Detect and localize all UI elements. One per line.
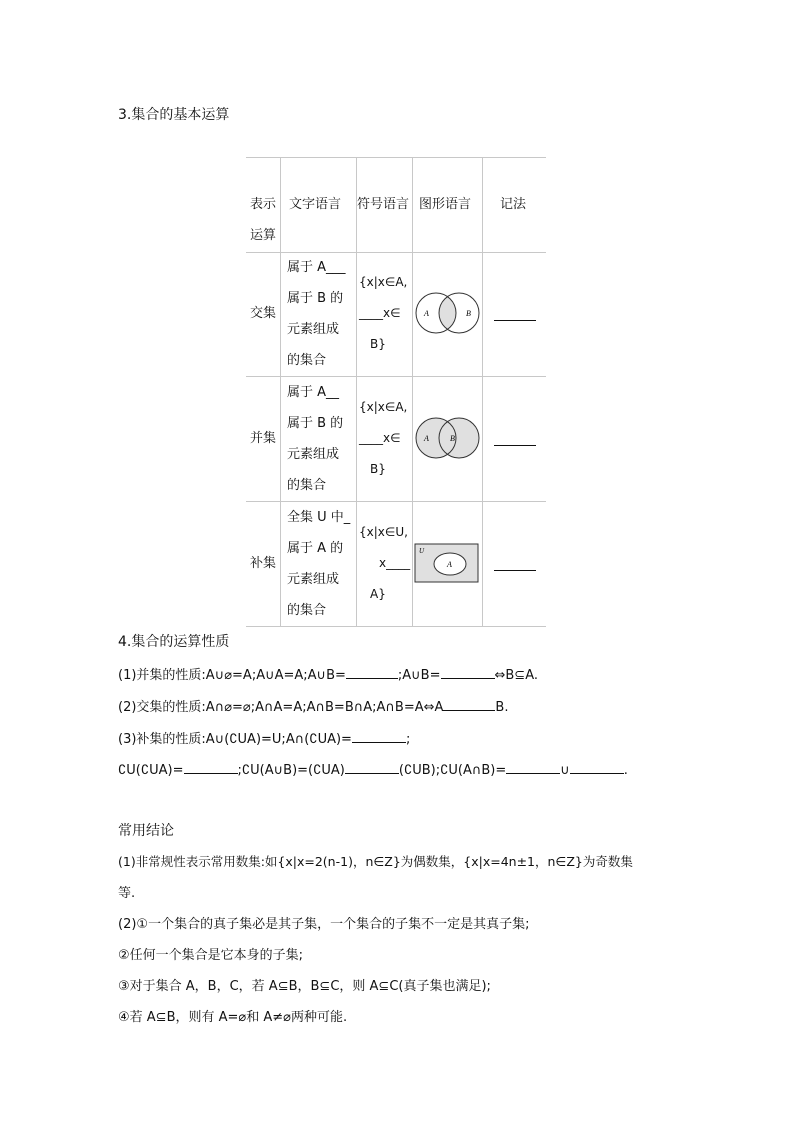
answer-blank: [346, 665, 398, 679]
answer-blank: [345, 760, 399, 774]
row-union-text: 属于 B 的: [287, 416, 344, 431]
text: ∪: [560, 763, 570, 778]
row-union-symbol: B}: [370, 462, 386, 476]
table-bottom-border: [246, 626, 546, 627]
text: (1)并集的性质:A∪⌀=A;A∪A=A;A∪B=: [118, 668, 346, 683]
conclusion-line: ④若 A⊆B，则有 A=⌀和 A≠⌀两种可能.: [118, 1010, 348, 1025]
header-text-language: 文字语言: [289, 197, 342, 212]
text: B.: [495, 700, 509, 715]
header-graphic-language: 图形语言: [419, 197, 472, 212]
text: (3)补集的性质:A∪(∁UA)=U;A∩(∁UA)=: [118, 732, 352, 747]
conclusion-line: 等.: [118, 886, 136, 901]
row-union-symbol: {x|x∈A,: [359, 400, 408, 414]
row-intersection-symbol: {x|x∈A,: [359, 275, 408, 289]
text: ;A∪B=: [397, 668, 441, 683]
header-op-line2: 运算: [250, 228, 277, 243]
row-intersection-text: 属于 B 的: [287, 291, 344, 306]
row-complement-text: 元素组成: [287, 572, 340, 587]
table-col-divider: [280, 157, 281, 627]
row-union-symbol: ____x∈: [359, 431, 401, 445]
answer-blank: [443, 697, 495, 711]
conclusion-line: (2)①一个集合的真子集必是其子集，一个集合的子集不一定是其真子集;: [118, 917, 530, 932]
text: (∁UB);∁U(A∩B)=: [398, 763, 507, 778]
answer-blank: [441, 665, 495, 679]
row-complement-symbol: {x|x∈U,: [359, 525, 408, 539]
row-complement-text: 的集合: [287, 603, 327, 618]
header-symbol-language: 符号语言: [357, 197, 410, 212]
conclusion-line: ②任何一个集合是它本身的子集;: [118, 948, 304, 963]
conclusion-line: (1)非常规性表示常用数集:如{x|x=2(n-1)，n∈Z}为偶数集，{x|x=4n±1，n∈Z}为奇数集: [118, 854, 633, 869]
text: ;∁U(A∪B)=(∁UA): [237, 763, 345, 778]
header-notation: 记法: [500, 197, 527, 212]
venn-label-b: B: [450, 434, 455, 443]
text: ;: [405, 732, 411, 747]
set-operations-table: [246, 157, 546, 627]
table-top-border: [246, 157, 546, 158]
intersection-venn-diagram: [412, 291, 482, 337]
venn-label-a: A: [424, 309, 429, 318]
row-union-name: 并集: [250, 431, 277, 446]
complement-venn-diagram: [414, 543, 480, 585]
table-col-divider: [482, 157, 483, 627]
row-union-text: 属于 A__: [287, 385, 340, 400]
section-4-title: 4.集合的运算性质: [118, 634, 230, 650]
row-intersection-symbol: B}: [370, 337, 386, 351]
venn-label-a: A: [447, 560, 452, 569]
union-venn-diagram: [412, 416, 482, 462]
table-col-divider: [412, 157, 413, 627]
header-op-line1: 表示: [250, 197, 277, 212]
row-intersection-text: 元素组成: [287, 322, 340, 337]
row-complement-name: 补集: [250, 556, 277, 571]
conclusion-line: ③对于集合 A，B，C，若 A⊆B，B⊆C，则 A⊆C(真子集也满足);: [118, 979, 491, 994]
venn-label-b: B: [466, 309, 471, 318]
answer-blank: [352, 729, 406, 743]
text: .: [623, 763, 628, 778]
venn-label-a: A: [424, 434, 429, 443]
row-complement-symbol: A}: [370, 587, 386, 601]
complement-laws: [118, 760, 628, 778]
text: ∁U(∁UA)=: [118, 763, 184, 778]
complement-notation-blank: [494, 570, 536, 571]
text: ⇔B⊆A.: [494, 668, 539, 683]
row-intersection-symbol: ____x∈: [359, 306, 401, 320]
union-notation-blank: [494, 445, 536, 446]
row-complement-text: 全集 U 中_: [287, 510, 351, 525]
conclusions-title: 常用结论: [118, 823, 174, 839]
row-union-text: 的集合: [287, 478, 327, 493]
row-union-text: 元素组成: [287, 447, 340, 462]
union-properties: [118, 664, 538, 683]
text: (2)交集的性质:A∩⌀=⌀;A∩A=A;A∩B=B∩A;A∩B=A⇔A: [118, 700, 444, 715]
answer-blank: [570, 760, 624, 774]
row-intersection-text: 属于 A___: [287, 260, 346, 275]
intersection-notation-blank: [494, 320, 536, 321]
table-col-divider: [356, 157, 357, 627]
row-complement-symbol: x____: [379, 556, 411, 570]
section-3-title: 3.集合的基本运算: [118, 107, 230, 123]
venn-label-u: U: [419, 547, 425, 555]
answer-blank: [506, 760, 560, 774]
row-intersection-text: 的集合: [287, 353, 327, 368]
answer-blank: [184, 760, 238, 774]
row-intersection-name: 交集: [250, 306, 277, 321]
complement-properties: [118, 728, 410, 747]
intersection-properties: [118, 696, 508, 715]
row-complement-text: 属于 A 的: [287, 541, 344, 556]
